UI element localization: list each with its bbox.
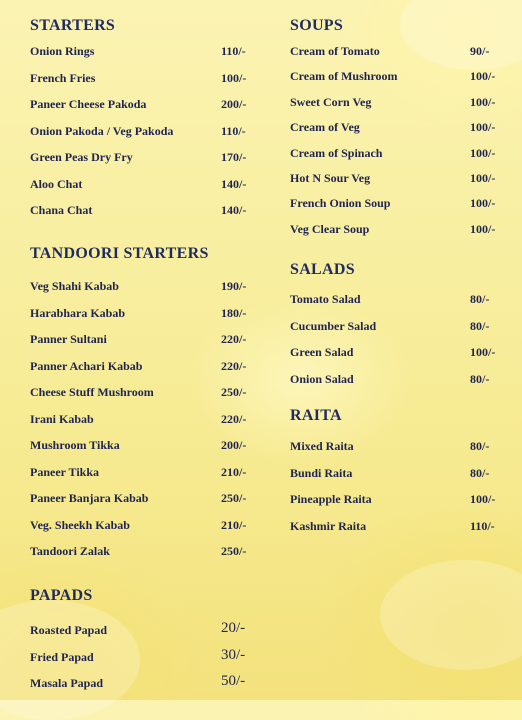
menu-item-name: Cream of Spinach [290,145,383,160]
menu-item-price: 250/- [221,385,247,399]
menu-item-name: French Onion Soup [290,196,391,211]
menu-item-row [30,332,281,348]
menu-item-row [290,222,522,238]
menu-item-row [30,412,281,428]
menu-item-row [290,345,522,361]
menu-item-row [290,95,522,111]
menu-item-row [290,69,522,85]
section-title-tandoori-starters: TANDOORI STARTERS [30,245,209,262]
menu-item-name: Tomato Salad [290,292,361,306]
menu-item-price: 100/- [470,345,496,359]
menu-item-price: 100/- [470,196,496,211]
menu-item-name: Aloo Chat [30,176,83,191]
menu-item-price: 20/- [221,620,246,636]
menu-item-price: 80/- [470,371,490,386]
menu-item-name: Cream of Veg [290,120,360,135]
menu-item-row [30,646,281,666]
menu-item-price: 110/- [221,123,246,138]
menu-item-price: 170/- [221,150,247,164]
section-title-starters: STARTERS [30,17,116,34]
menu-item-name: Harabhara Kabab [30,305,126,320]
menu-item-row [30,203,281,219]
menu-item-price: 200/- [221,97,247,111]
menu-item-name: Irani Kabab [30,411,94,426]
menu-item-row [30,124,281,140]
menu-item-name: Roasted Papad [30,623,108,637]
menu-item-row [30,177,281,193]
menu-item-row [290,292,522,308]
menu-item-row [30,438,281,454]
menu-item-price: 140/- [221,176,247,191]
menu-item-row [290,44,522,60]
menu-item-price: 100/- [470,120,496,135]
menu-item-price: 100/- [470,94,496,109]
menu-item-name: Kashmir Raita [290,518,367,533]
menu-item-name: Sweet Corn Veg [290,94,372,109]
menu-item-name: Panner Achari Kabab [30,358,143,373]
menu-item-price: 100/- [470,221,496,236]
menu-item-name: Veg. Sheekh Kabab [30,517,130,532]
menu-item-price: 100/- [470,492,496,506]
menu-item-name: Cucumber Salad [290,318,377,333]
menu-item-row [290,492,522,508]
menu-item-row [30,306,281,322]
menu-item-price: 100/- [470,171,496,185]
menu-item-row [30,279,281,295]
menu-item-price: 80/- [470,439,490,453]
menu-item-name: Onion Rings [30,44,95,58]
menu-item-price: 200/- [221,438,247,452]
menu-item-name: Bundi Raita [290,465,353,480]
menu-item-row [30,44,281,60]
menu-item-name: Pineapple Raita [290,492,372,506]
menu-item-row [290,196,522,212]
menu-item-name: Veg Clear Soup [290,221,370,236]
menu-item-name: Green Peas Dry Fry [30,150,133,164]
section-title-raita: RAITA [290,407,342,424]
menu-item-row [30,359,281,375]
menu-item-row [290,372,522,388]
menu-item-name: Tandoori Zalak [30,544,110,558]
menu-item-price: 190/- [221,279,247,293]
menu-item-name: Mixed Raita [290,439,354,453]
menu-item-price: 210/- [221,517,247,532]
menu-item-price: 220/- [221,332,247,346]
menu-item-name: French Fries [30,70,96,85]
menu-item-row [30,71,281,87]
menu-item-name: Onion Pakoda / Veg Pakoda [30,123,174,138]
menu-item-name: Veg Shahi Kabab [30,279,119,293]
menu-item-price: 250/- [221,491,247,505]
menu-item-row [290,120,522,136]
menu-item-name: Chana Chat [30,203,93,217]
menu-item-name: Masala Papad [30,676,104,690]
menu-item-row [30,97,281,113]
menu-item-row [290,466,522,482]
background-flower-decor [380,560,522,670]
menu-item-price: 100/- [221,70,247,85]
menu-item-name: Paneer Tikka [30,464,100,479]
menu-item-price: 30/- [221,646,246,663]
menu-item-row [290,519,522,535]
menu-item-price: 110/- [221,44,246,58]
section-title-soups: SOUPS [290,17,344,34]
menu-item-price: 220/- [221,411,247,426]
menu-item-row [30,620,281,639]
menu-item-row [30,465,281,481]
menu-item-row [290,439,522,455]
menu-item-name: Paneer Banjara Kabab [30,491,149,505]
menu-item-price: 80/- [470,292,490,306]
menu-item-price: 90/- [470,44,490,58]
menu-item-name: Mushroom Tikka [30,438,120,452]
menu-item-name: Panner Sultani [30,332,107,346]
menu-item-row [30,385,281,401]
menu-item-price: 100/- [470,145,496,160]
menu-item-name: Green Salad [290,345,354,359]
menu-item-price: 250/- [221,544,247,558]
menu-item-name: Paneer Cheese Pakoda [30,97,147,111]
menu-item-price: 140/- [221,203,247,217]
menu-item-name: Hot N Sour Veg [290,171,371,185]
menu-item-row [290,319,522,335]
menu-item-price: 220/- [221,358,247,373]
menu-item-price: 210/- [221,464,247,479]
menu-item-price: 80/- [470,465,490,480]
menu-item-price: 100/- [470,69,496,84]
menu-item-name: Onion Salad [290,371,354,386]
menu-item-name: Cream of Tomato [290,44,380,58]
menu-item-name: Fried Papad [30,649,94,664]
menu-item-price: 50/- [221,673,246,689]
menu-item-price: 180/- [221,305,247,320]
menu-item-name: Cream of Mushroom [290,69,398,84]
menu-item-row [30,491,281,507]
menu-item-price: 110/- [470,518,495,533]
menu-item-row [30,544,281,560]
menu-item-row [30,673,281,692]
section-title-papads: PAPADS [30,587,93,604]
menu-item-row [290,171,522,187]
menu-item-name: Cheese Stuff Mushroom [30,385,154,399]
section-title-salads: SALADS [290,261,355,278]
menu-item-price: 80/- [470,318,490,333]
menu-item-row [30,150,281,166]
menu-item-row [290,146,522,162]
menu-item-row [30,518,281,534]
